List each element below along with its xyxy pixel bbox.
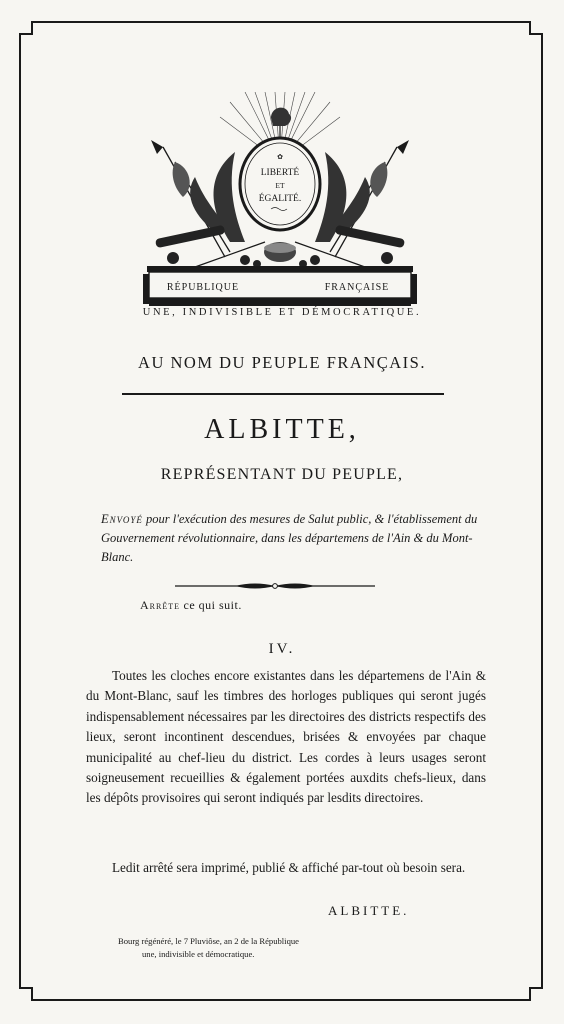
representative-name: ALBITTE, [204, 414, 360, 445]
banner-text-francaise: FRANÇAISE [324, 282, 390, 293]
imprint-line-2: une, indivisible et démocratique. [142, 949, 255, 959]
oval-text-liberte: LIBERTÉ [260, 168, 300, 178]
republic-emblem-vignette [135, 92, 425, 318]
mission-text: pour l'exécution des mesures de Salut public, & l'établissement du Gouvernement révolutionnaire, dans les départemens de l'Ain & du Mont-Blanc. [101, 512, 478, 564]
arrete-lead-word: Arrête [140, 598, 180, 612]
article-body: Toutes les cloches encore existantes dans les départemens de l'Ain & du Mont-Blanc, sauf les timbres des horloges publiques qui seront jugés indispensablement nécessaires par les directoires des districts respectifs des lieux, seront incontinent descendues, brisées & envoyées par chaque municipalité au chef-lieu du district. Les cordes à leurs usages seront soigneusement recueillies & également portées auxdits chefs-lieux, dans les dépôts provisoires qui seront indiqués par lesdits directoires. [86, 668, 486, 806]
imprint-line-1: Bourg régénéré, le 7 Pluviôse, an 2 de la République [118, 936, 299, 946]
oval-text-egalite: ÉGALITÉ. [258, 194, 302, 204]
ornamental-divider [175, 579, 375, 593]
mission-lead-word: Envoyé [101, 512, 143, 526]
article-number: IV. [268, 641, 296, 657]
arrete-text: ce qui suit. [180, 598, 242, 612]
oval-text-et: ET [275, 181, 285, 190]
signature: ALBITTE. [328, 903, 410, 918]
arrete-line [140, 598, 242, 613]
separator-rule [122, 383, 444, 387]
au-nom-heading: AU NOM DU PEUPLE FRANÇAIS. [138, 353, 426, 372]
banner-text-republique: RÉPUBLIQUE [166, 282, 240, 293]
representative-title: REPRÉSENTANT DU PEUPLE, [160, 466, 404, 483]
imprint-colophon [118, 935, 408, 961]
republic-motto: UNE, INDIVISIBLE ET DÉMOCRATIQUE. [142, 307, 422, 318]
svg-text:✿: ✿ [277, 153, 283, 161]
mission-statement [101, 510, 491, 567]
closing-paragraph: Ledit arrêté sera imprimé, publié & affiché par-tout où besoin sera. [112, 860, 466, 875]
